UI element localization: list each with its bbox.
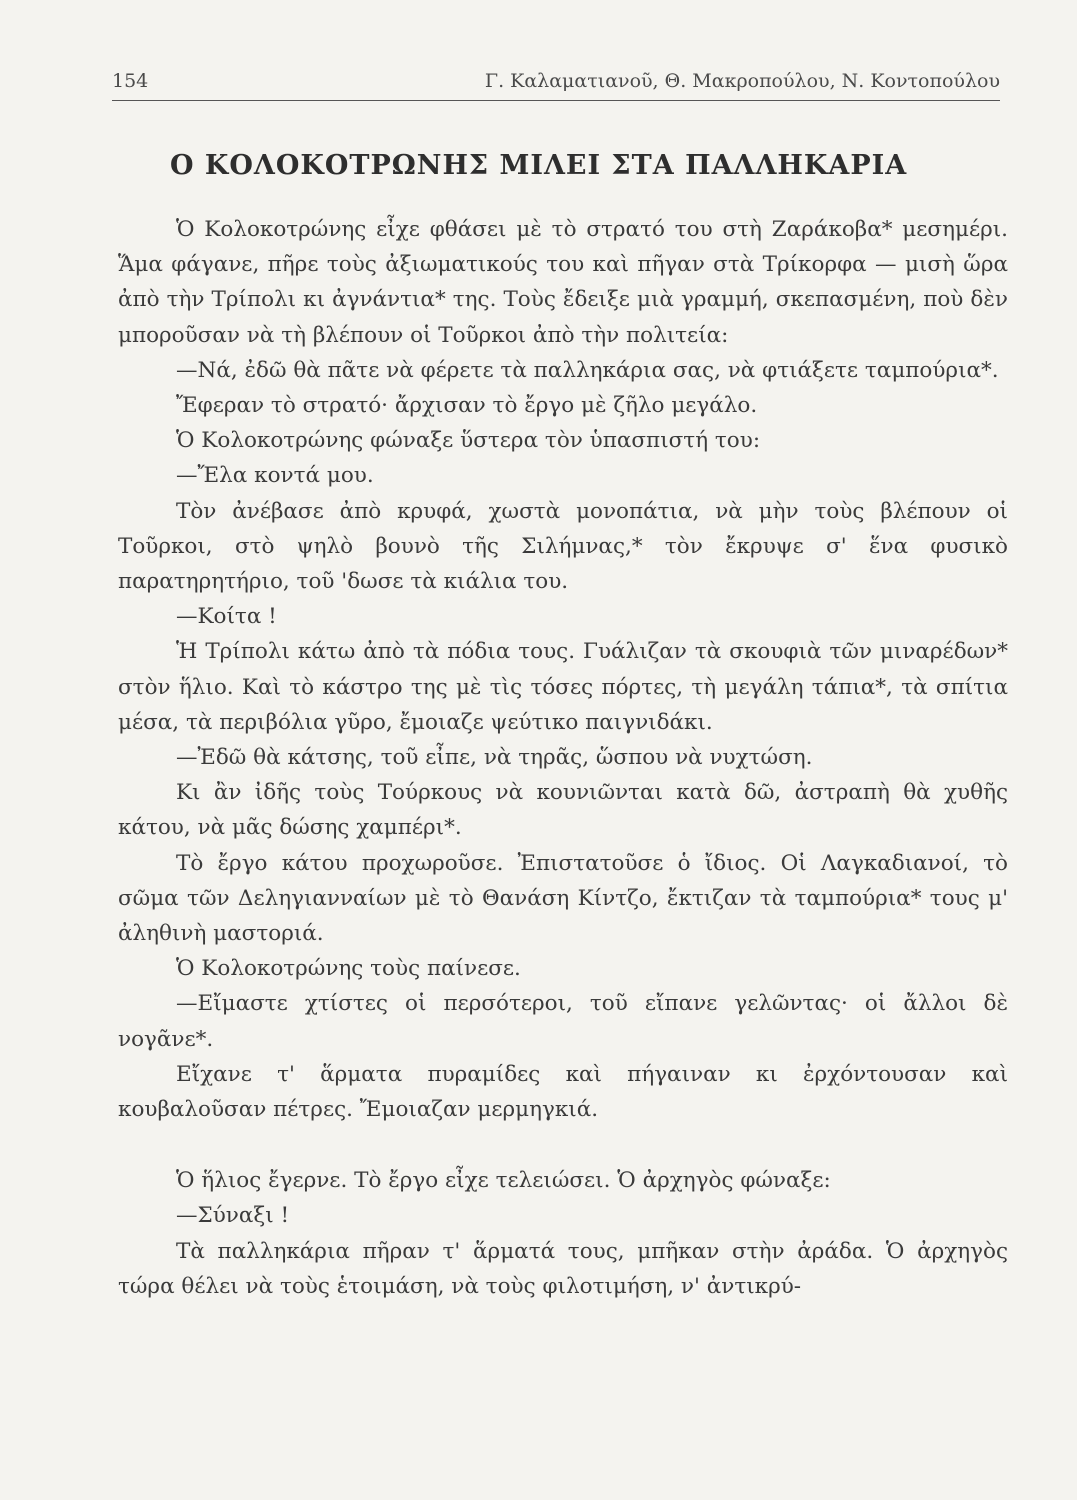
paragraph: Ὁ Κολοκοτρώνης φώναξε ὕστερα τὸν ὑπασπιστή του:: [176, 428, 761, 454]
page-number: 154: [112, 70, 149, 92]
paragraph: Ὁ Κολοκοτρώνης εἶχε φθάσει μὲ τὸ στρατό του στὴ Ζαράκοβα* μεσημέρι. Ἅμα φάγανε, πῆρε τοὺς ἀξιωματικούς του καὶ πῆγαν στὰ Τρίκορφα — μισὴ ὥρα ἀπὸ τὴν Τρίπολι κι ἀγνάντια* της. Τοὺς ἔδειξε μιὰ γραμμή, σκεπασμένη, ποὺ δὲν μποροῦσαν νὰ τὴ βλέπουν οἱ Τοῦρκοι ἀπὸ τὴν πολιτεία:: [118, 217, 1008, 348]
chapter-title: Ο ΚΟΛΟΚΟΤΡΩΝΗΣ ΜΙΛΕΙ ΣΤΑ ΠΑΛΛΗΚΑΡΙΑ: [170, 150, 908, 181]
paragraph: Τὰ παλληκάρια πῆραν τ' ἅρματά τους, μπῆκαν στὴν ἀράδα. Ὁ ἀρχηγὸς τώρα θέλει νὰ τοὺς ἑτοιμάση, νὰ τοὺς φιλοτιμήση, ν' ἀντικρύ-: [118, 1238, 1008, 1299]
paragraph: —Ἔλα κοντά μου.: [176, 463, 374, 489]
paragraph: Ὁ ἥλιος ἔγερνε. Τὸ ἔργο εἶχε τελειώσει. Ὁ ἀρχηγὸς φώναξε:: [176, 1168, 831, 1194]
body-text: [118, 212, 1008, 1304]
paragraph: Ἔφεραν τὸ στρατό· ἄρχισαν τὸ ἔργο μὲ ζῆλο μεγάλο.: [176, 393, 758, 419]
paragraph: —Ἐδῶ θὰ κάτσης, τοῦ εἶπε, νὰ τηρᾶς, ὥσπου νὰ νυχτώση.: [176, 745, 813, 771]
running-header: [112, 70, 1000, 101]
paragraph: Τὸ ἔργο κάτου προχωροῦσε. Ἐπιστατοῦσε ὁ ἴδιος. Οἱ Λαγκαδιανοί, τὸ σῶμα τῶν Δεληγιανναίων μὲ τὸ Θανάση Κίντζο, ἔκτιζαν τὰ ταμπούρια* τους μ' ἀληθινὴ μαστοριά.: [118, 850, 1008, 947]
paragraph: Ὁ Κολοκοτρώνης τοὺς παίνεσε.: [176, 956, 521, 982]
paragraph: Τὸν ἀνέβασε ἀπὸ κρυφά, χωστὰ μονοπάτια, νὰ μὴν τοὺς βλέπουν οἱ Τοῦρκοι, στὸ ψηλὸ βουνὸ τῆς Σιλήμνας,* τὸν ἔκρυψε σ' ἕνα φυσικὸ παρατηρητήριο, τοῦ 'δωσε τὰ κιάλια του.: [118, 498, 1008, 595]
paragraph: —Εἴμαστε χτίστες οἱ περσότεροι, τοῦ εἴπανε γελῶντας· οἱ ἄλλοι δὲ νογᾶνε*.: [118, 991, 1008, 1052]
paragraph: —Νά, ἐδῶ θὰ πᾶτε νὰ φέρετε τὰ παλληκάρια σας, νὰ φτιάξετε ταμπούρια*.: [176, 357, 999, 383]
section-break: [118, 1127, 1008, 1163]
paragraph: Κι ἂν ἰδῆς τοὺς Τούρκους νὰ κουνιῶνται κατὰ δῶ, ἀστραπὴ θὰ χυθῆς κάτου, νὰ μᾶς δώσης χαμπέρι*.: [118, 780, 1008, 841]
paragraph: Ἡ Τρίπολι κάτω ἀπὸ τὰ πόδια τους. Γυάλιζαν τὰ σκουφιὰ τῶν μιναρέδων* στὸν ἥλιο. Καὶ τὸ κάστρο της μὲ τὶς τόσες πόρτες, τὴ μεγάλη τάπια*, τὰ σπίτια μέσα, τὰ περιβόλια γῦρο, ἔμοιαζε ψεύτικο παιγνιδάκι.: [118, 639, 1008, 735]
paragraph: —Σύναξι !: [176, 1203, 290, 1229]
header-authors: Γ. Καλαματιανοῦ, Θ. Μακροπούλου, Ν. Κοντοπούλου: [484, 70, 1000, 92]
paragraph: Εἴχανε τ' ἅρματα πυραμίδες καὶ πήγαιναν κι ἐρχόντουσαν καὶ κουβαλοῦσαν πέτρες. Ἔμοιαζαν μερμηγκιά.: [118, 1061, 1008, 1123]
paragraph: —Κοίτα !: [176, 604, 277, 630]
